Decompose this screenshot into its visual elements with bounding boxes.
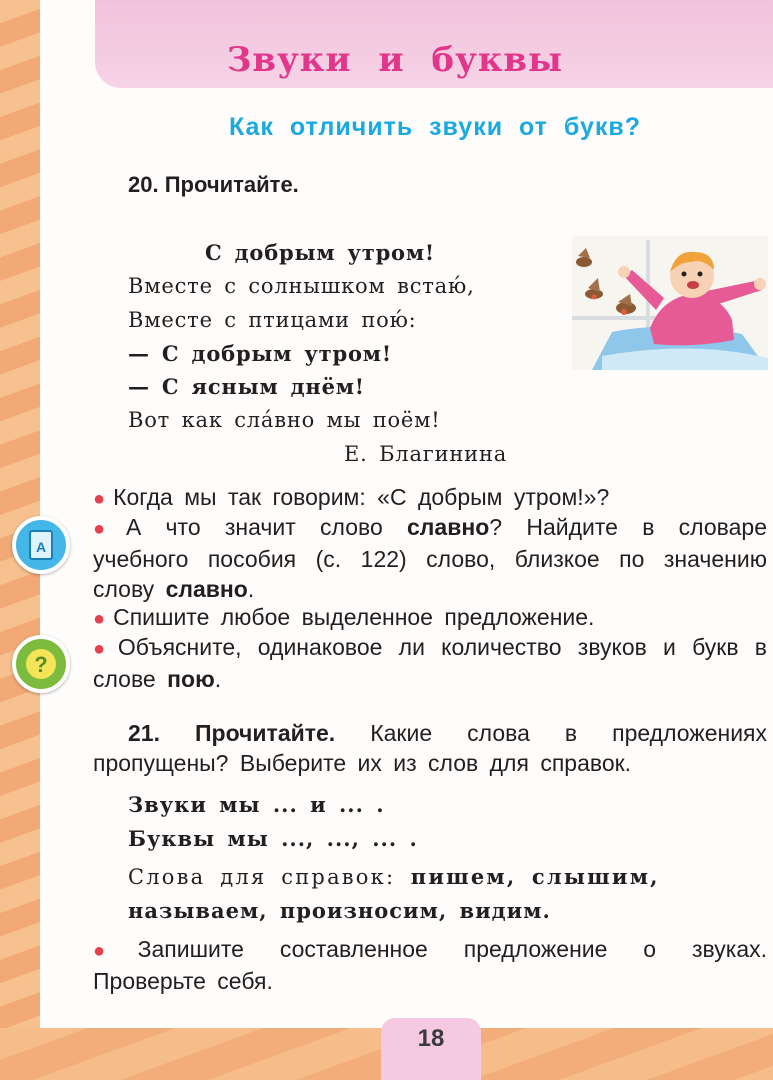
bullet-icon: ● <box>93 638 110 660</box>
exercise-21-title: 21. Прочитайте. <box>128 720 336 746</box>
bullet-icon: ● <box>93 488 106 510</box>
reference-words: называем, произносим, видим. <box>128 898 551 923</box>
task-list-item: ● Запишите составленное предложение о звуках. Проверьте себя. <box>93 936 767 994</box>
poem-line: — С ясным днём! <box>128 374 365 399</box>
task-list-item: ● А что значит слово славно? Найдите в словаре учебного пособия (с. 122) слово, близкое по значению слову славно. <box>93 514 767 602</box>
task-list-item: ● Спишите любое выделенное предложение. <box>93 604 595 630</box>
bullet-icon: ● <box>93 608 106 630</box>
page-subtitle: Как отличить звуки от букв? <box>228 113 642 141</box>
highlighted-word: славно <box>165 576 248 602</box>
question-icon <box>12 635 70 693</box>
dictionary-icon <box>12 516 70 574</box>
bullet-icon: ● <box>93 940 130 962</box>
exercise-20-title: 20. Прочитайте. <box>128 172 299 197</box>
boy-with-birds-illustration <box>572 236 768 370</box>
task-list-item: ● Объясните, одинаковое ли количество звуков и букв в слове пою. <box>93 634 767 692</box>
page-title: Звуки и буквы <box>226 40 564 80</box>
poem-line: Вот как сла́вно мы поём! <box>128 408 441 432</box>
poem-author: Е. Благинина <box>344 442 508 466</box>
poem-line: Вместе с солнышком встаю́, <box>128 274 475 298</box>
gap-sentence: Буквы мы ..., ..., ... . <box>128 826 418 851</box>
highlighted-word: пою <box>167 666 215 692</box>
poem-line: — С добрым утром! <box>128 341 392 366</box>
gap-sentence: Звуки мы ... и ... . <box>128 792 385 817</box>
poem-line: С добрым утром! <box>205 240 435 265</box>
svg-text:A: A <box>35 539 47 555</box>
page-number: 18 <box>417 1025 445 1052</box>
svg-text:?: ? <box>34 652 48 677</box>
highlighted-word: славно <box>407 514 490 540</box>
task-list-item: ● Когда мы так говорим: «С добрым утром!»? <box>93 484 610 510</box>
reference-words: Слова для справок: пишем, слышим, <box>128 864 660 889</box>
poem-line: Вместе с птицами пою́: <box>128 308 417 332</box>
exercise-21-intro: 21. Прочитайте. Какие слова в предложениях пропущены? Выберите их из слов для справок. <box>93 720 767 776</box>
bullet-icon: ● <box>93 518 118 540</box>
